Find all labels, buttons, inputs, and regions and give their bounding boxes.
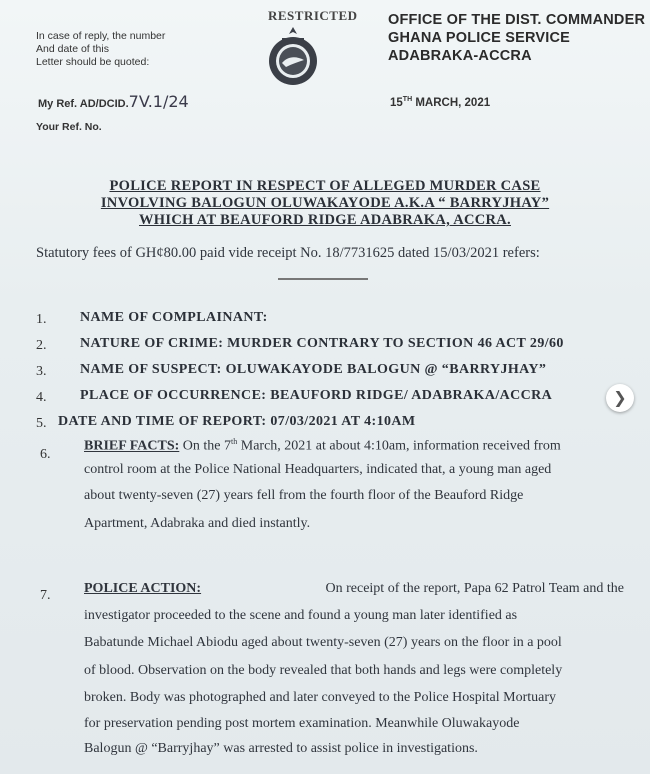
item-nature-of-crime: NATURE OF CRIME: MURDER CONTRARY TO SECTION 46 ACT 29/60 [80,336,564,351]
police-action-line-1 [84,581,624,597]
police-action-line-3: Babatunde Michael Abiodu aged about twenty-seven (27) years on the floor in a pool [84,635,562,650]
report-title-line-1: POLICE REPORT IN RESPECT OF ALLEGED MURDER CASE [109,178,541,194]
police-action-line-4: of blood. Observation on the body revealed that both hands and legs were completely [84,663,563,678]
date-rest: MARCH, 2021 [412,96,491,109]
police-action-text: On receipt of the report, Papa 62 Patrol Team and the [325,581,624,596]
brief-facts-line-1 [84,437,561,455]
brief-facts-line-4: Apartment, Adabraka and died instantly. [84,516,311,531]
restricted-label: RESTRICTED [268,8,358,23]
item-number: 5. [36,416,47,431]
next-button[interactable] [606,384,634,412]
brief-facts-heading: BRIEF FACTS: [84,438,180,454]
divider [278,278,368,280]
date-suffix: TH [402,96,413,103]
item-suspect: NAME OF SUSPECT: OLUWAKAYODE BALOGUN @ “BARRYJHAY” [80,362,547,377]
police-action-heading: POLICE ACTION: [84,581,202,596]
police-action-line-2: investigator proceeded to the scene and found a young man later identified as [84,608,518,623]
letter-date [390,96,490,109]
brief-facts-sup: th [231,437,238,446]
police-crest-icon [262,26,324,88]
police-action-line-5: broken. Body was photographed and later conveyed to the Police Hospital Mortuary [84,690,556,705]
brief-facts-text: On the 7 [179,438,232,454]
item-place: PLACE OF OCCURRENCE: BEAUFORD RIDGE/ ADABRAKA/ACCRA [80,388,553,403]
office-line-1: OFFICE OF THE DIST. COMMANDER [388,12,646,28]
office-line-3: ADABRAKA-ACCRA [388,48,532,64]
date-day: 15 [390,96,403,109]
item-date-time: DATE AND TIME OF REPORT: 07/03/2021 AT 4:10AM [58,414,416,429]
reply-note-line-3: Letter should be quoted: [36,56,150,68]
fees-line: Statutory fees of GH¢80.00 paid vide receipt No. 18/7731625 dated 15/03/2021 refers: [36,245,540,261]
brief-facts-line-3: about twenty-seven (27) years fell from the fourth floor of the Beauford Ridge [84,488,524,503]
your-reference: Your Ref. No. [36,121,102,133]
my-reference-label: My Ref. AD/DCID. [38,98,129,110]
my-reference [38,92,189,111]
report-title-line-3: WHICH AT BEAUFORD RIDGE ADABRAKA, ACCRA. [139,212,511,228]
report-title-line-2: INVOLVING BALOGUN OLUWAKAYODE A.K.A “ BARRYJHAY” [100,195,550,211]
chevron-right-icon: ❯ [613,388,627,407]
item-number: 7. [40,588,51,603]
reply-note-line-1: In case of reply, the number [36,30,166,42]
item-number: 2. [36,338,47,353]
item-number: 3. [36,364,47,379]
police-action-line-6: for preservation pending post mortem examination. Meanwhile Oluwakayode [84,716,520,731]
item-number: 1. [36,312,47,327]
police-action-line-7: Balogun @ “Barryjhay” was arrested to assist police in investigations. [84,741,478,756]
item-number: 6. [40,447,51,462]
office-line-2: GHANA POLICE SERVICE [388,30,571,46]
brief-facts-line-2: control room at the Police National Headquarters, indicated that, a young man aged [84,462,552,477]
reply-note-line-2: And date of this [36,43,109,55]
item-complainant: NAME OF COMPLAINANT: [80,310,268,325]
item-number: 4. [36,390,47,405]
my-reference-handwritten: 7V.1/24 [128,92,189,111]
brief-facts-text: March, 2021 at about 4:10am, information received from [237,438,561,454]
